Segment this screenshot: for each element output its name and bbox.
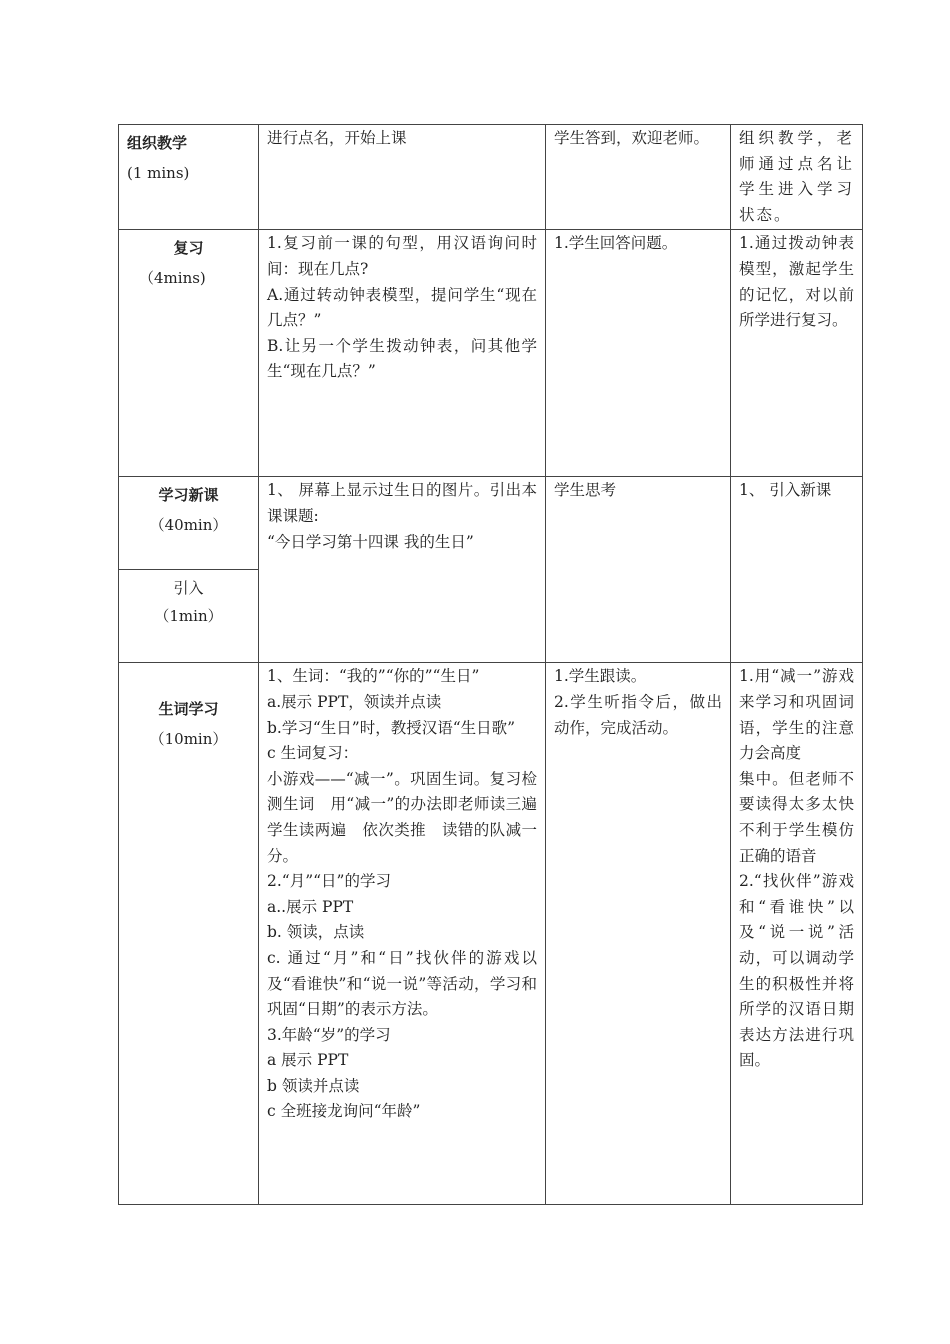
teacher-activity-line: c 生词复习： — [267, 744, 359, 763]
stage-name: 复习 — [173, 239, 204, 258]
table-row — [119, 477, 863, 570]
teacher-activity-line: 3.年龄“岁”的学习 — [267, 1025, 391, 1044]
teacher-activity-line: a 展示 PPT — [267, 1051, 349, 1070]
lesson-plan-table — [118, 124, 870, 1205]
teacher-activity-cell — [259, 125, 546, 230]
teacher-activity-line: 1.复习前一课的句型，用汉语询问时间：现在几点? — [267, 234, 537, 278]
purpose-line: 1、 引入新课 — [739, 481, 832, 500]
teacher-activity-cell — [259, 663, 553, 1205]
teacher-activity-line: “今日学习第十四课 我的生日” — [267, 532, 474, 551]
teacher-activity-line: a.展示 PPT，领读并点读 — [267, 692, 442, 711]
purpose-line: 2.“找伙伴”游戏和“看谁快”以及“说一说”活动，可以调动学生的积极性并将所学的汉语日期表达方法进行巩固。 — [739, 872, 854, 1070]
stage-duration: （40min） — [149, 515, 228, 534]
purpose-cell — [731, 477, 863, 663]
teacher-activity-line: b 领读并点读 — [267, 1076, 360, 1095]
student-activity-line: 学生答到，欢迎老师。 — [554, 129, 710, 147]
teacher-activity-line: 小游戏——“减一”。巩固生词。复习检测生词 用“减一”的办法即老师读三遍 学生读两遍 依次类推 读错的队减一分。 — [267, 769, 553, 865]
purpose-cell — [731, 230, 863, 477]
teacher-activity-cell — [259, 230, 546, 477]
student-activity-cell — [546, 477, 731, 663]
stage-duration: （4mins) — [139, 268, 206, 287]
purpose-line: 1.用“减一”游戏来学习和巩固词语，学生的注意力会高度 — [739, 667, 854, 763]
stage-cell — [119, 570, 259, 663]
student-activity-cell — [546, 663, 731, 1205]
stage-cell — [119, 125, 259, 230]
table-row — [119, 663, 863, 1205]
stage-name: 引入 — [173, 579, 204, 598]
teacher-activity-line: 1、 屏幕上显示过生日的图片。引出本课课题: — [267, 481, 537, 525]
stage-name: 学习新课 — [158, 486, 219, 505]
student-activity-cell — [546, 230, 731, 477]
teacher-activity-line: B.让另一个学生拨动钟表，问其他学生“现在几点？” — [267, 336, 537, 381]
student-activity-line: 学生思考 — [554, 481, 617, 500]
teacher-activity-line: 1、生词：“我的”“你的”“生日” — [267, 667, 480, 686]
student-activity-line: 2.学生听指令后，做出动作，完成活动。 — [554, 692, 722, 737]
student-activity-cell — [546, 125, 731, 230]
teacher-activity-line: 进行点名，开始上课 — [267, 129, 407, 147]
teacher-activity-line: A.通过转动钟表模型，提问学生“现在几点？” — [267, 285, 537, 330]
stage-cell — [119, 230, 259, 477]
table-row — [119, 230, 863, 477]
purpose-cell — [731, 125, 863, 230]
purpose-line: 组织教学，老师通过点名让学生进入学习状态。 — [739, 129, 854, 224]
purpose-line: 1.通过拨动钟表模型，激起学生的记忆，对以前所学进行复习。 — [739, 234, 854, 330]
teacher-activity-cell — [259, 477, 546, 663]
teacher-activity-line: 2.“月”“日”的学习 — [267, 872, 391, 891]
student-activity-line: 1.学生跟读。 — [554, 667, 647, 686]
teacher-activity-line: b.学习“生日”时，教授汉语“生日歌” — [267, 718, 516, 737]
teacher-activity-line: b. 领读，点读 — [267, 923, 365, 942]
stage-name: 生词学习 — [158, 700, 219, 719]
stage-cell — [119, 663, 259, 1205]
stage-duration: (1 mins) — [127, 163, 190, 182]
stage-duration: （10min） — [149, 729, 228, 748]
teacher-activity-line: c 全班接龙询问“年龄” — [267, 1102, 421, 1121]
table-row — [119, 125, 863, 230]
stage-cell — [119, 477, 259, 570]
student-activity-line: 1.学生回答问题。 — [554, 234, 678, 253]
purpose-cell — [731, 663, 870, 1205]
stage-name: 组织教学 — [127, 134, 188, 152]
purpose-line: 集中。但老师不要读得太多太快 不利于学生模仿正确的语音 — [739, 769, 870, 865]
teacher-activity-line: c. 通过“月”和“日”找伙伴的游戏以及“看谁快”和“说一说”等活动，学习和巩固“日期”的表示方法。 — [267, 948, 537, 1019]
teacher-activity-line: a..展示 PPT — [267, 897, 354, 916]
stage-duration: （1min） — [154, 606, 223, 625]
